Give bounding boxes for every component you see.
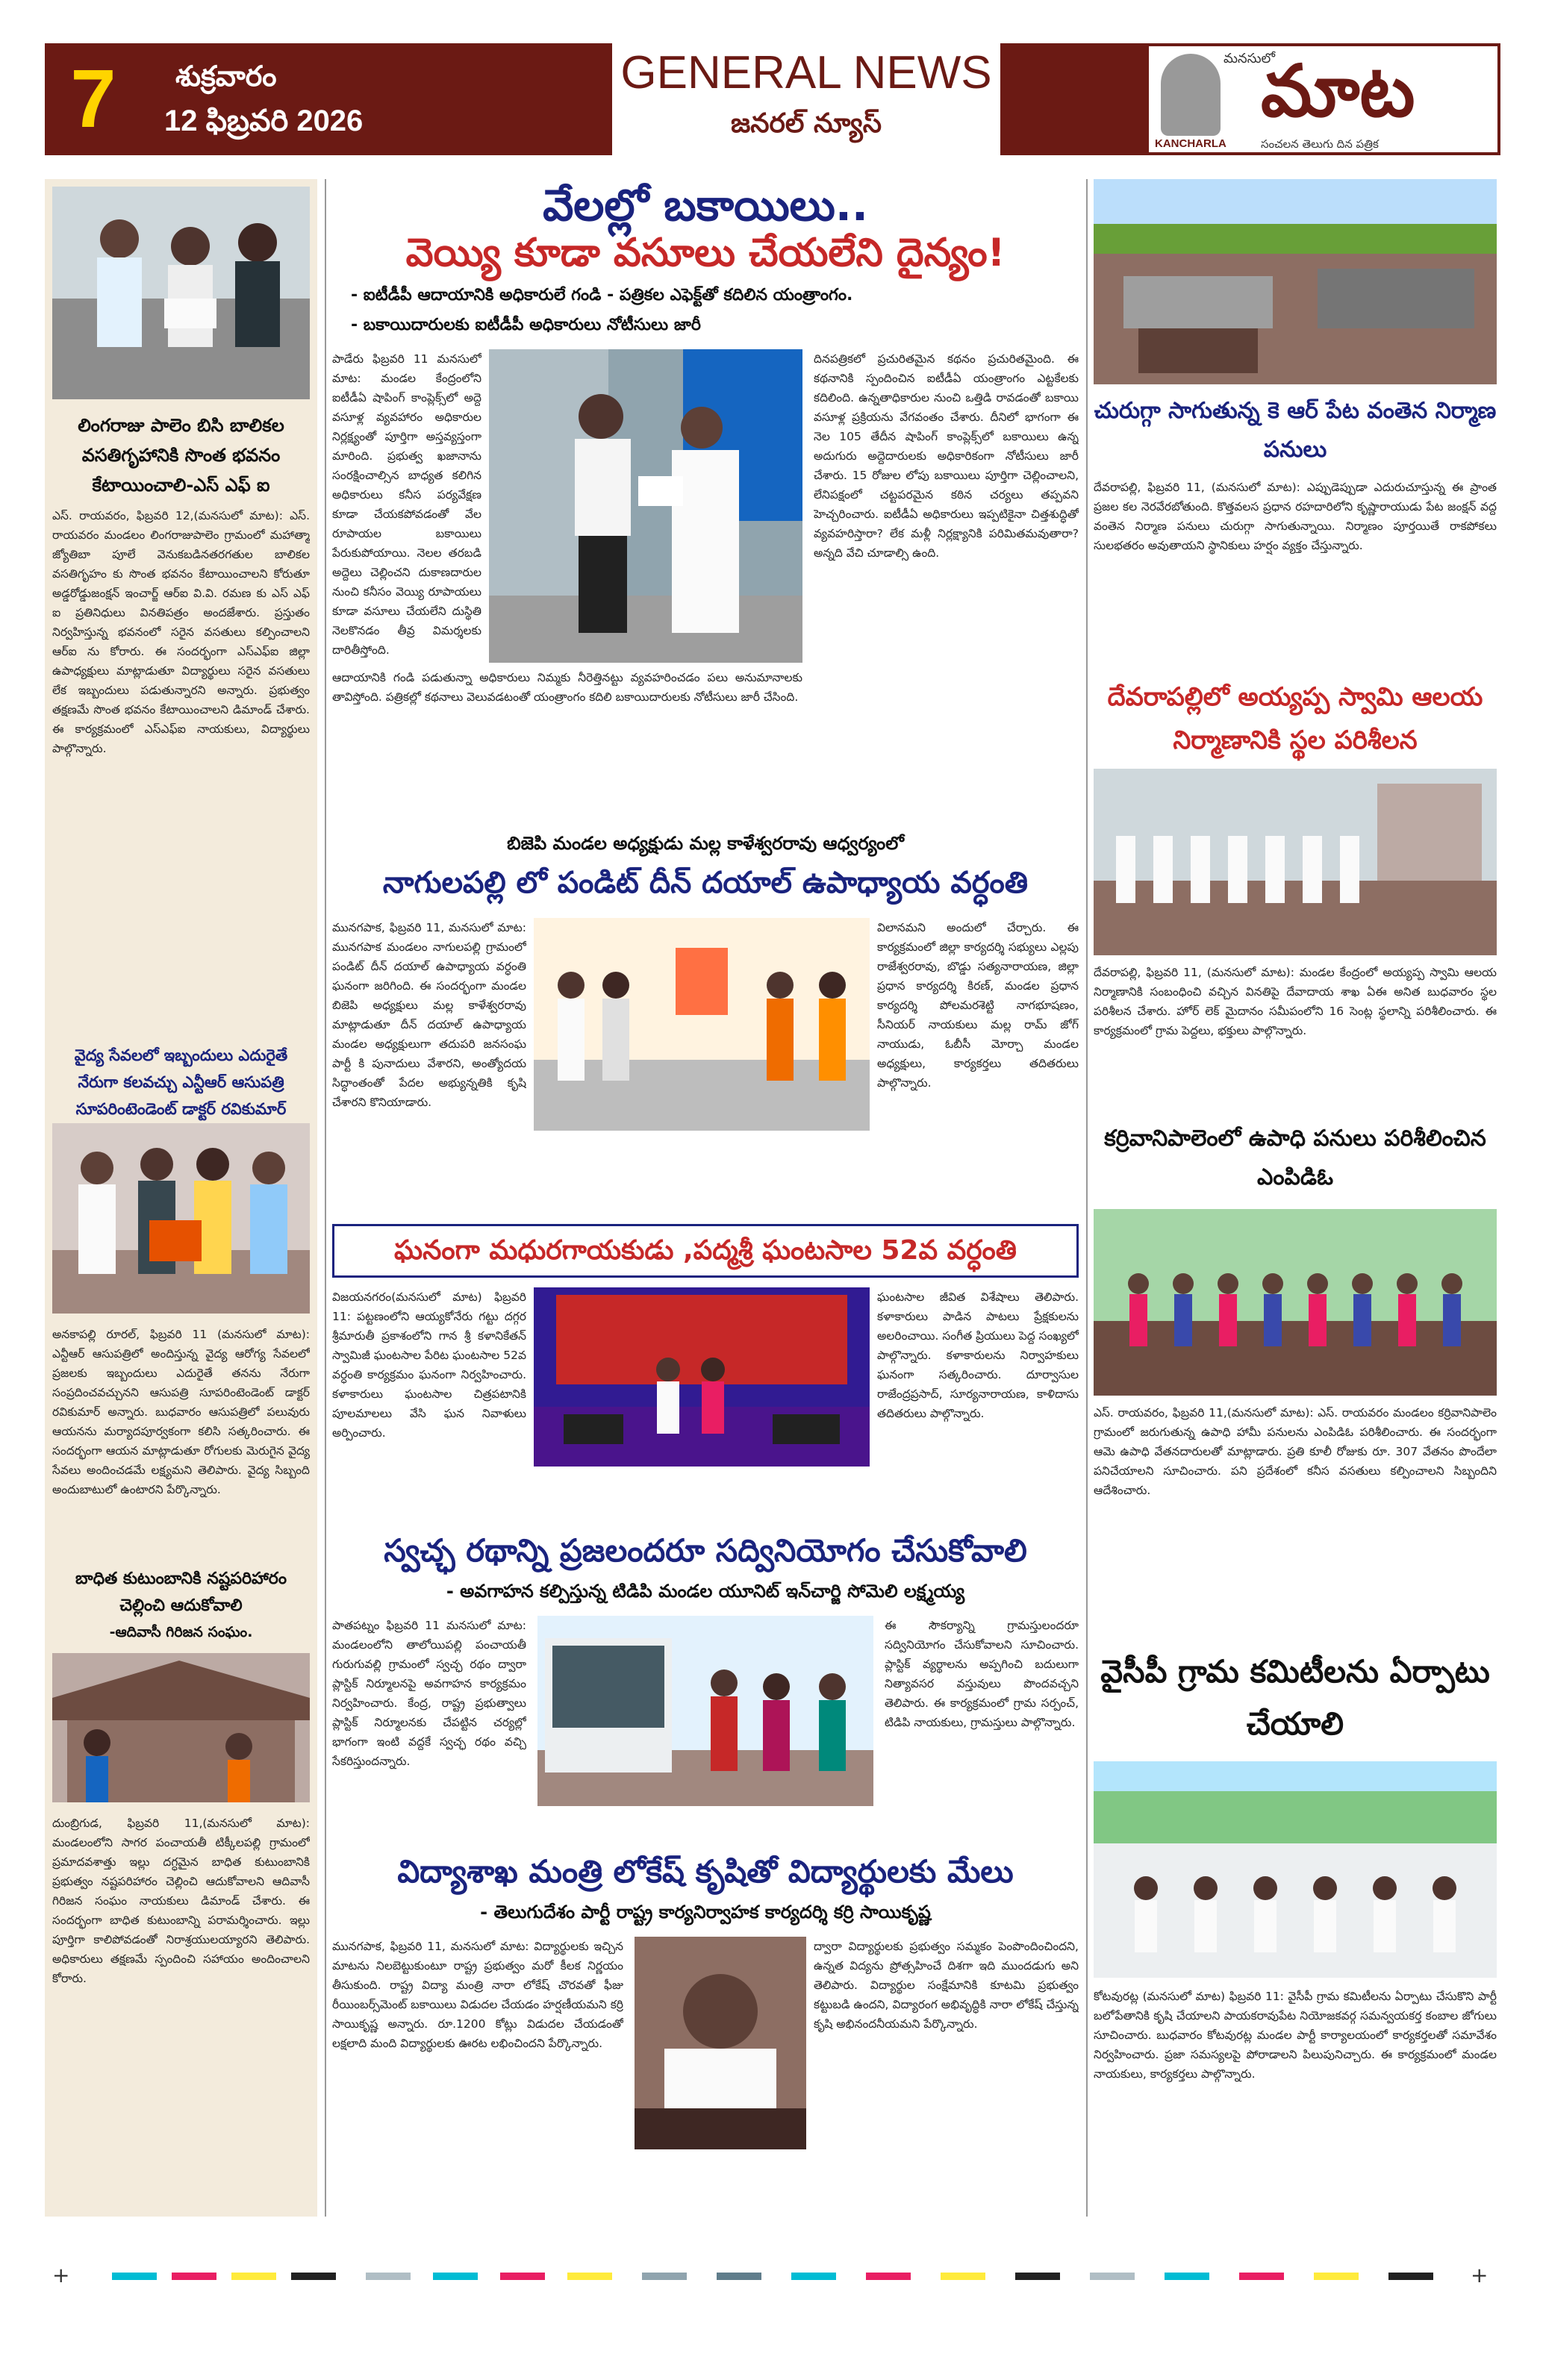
- registration-mark-right: +: [1471, 2263, 1489, 2287]
- s3-body-left: విజయనగరం(మనసులో మాట) ఫిబ్రవరి 11: పట్టణంలోని ఆయ్యకోనేరు గట్టు దగ్గర శ్రీమారుతీ ప్రకాశంలోని గాన శ్రీ కళానికేతన్ స్వామిజీ ఘంటసాల పేరిట ఘంటసాల 52వ వర్ధంతి కార్యక్రమం ఘనంగా నిర్వహించారు. కళాకారులు ఘంటసాల చిత్రపటానికి పూలమాలలు వేసి ఘన నివాళులు అర్పించారు.: [332, 1290, 526, 1440]
- left-s2-body: అనకాపల్లి రూరల్, ఫిబ్రవరి 11 (మనసులో మాట): ఎన్టీఆర్ ఆసుపత్రిలో అందిస్తున్న వైద్య ఆరోగ్య సేవలలో ప్రజలకు ఇబ్బందులు ఎదురైతే తనను నేరుగా సంప్రదించవచ్చునని ఆసుపత్రి సూపరింటెండెంట్ డాక్టర్ రవికుమార్ అన్నారు. బుధవారం ఆసుపత్రిలో పలువురు ఆయనను మర్యాదపూర్వకంగా కలిసి సత్కరించారు. ఈ సందర్భంగా ఆయన మాట్లాడుతూ రోగులకు మెరుగైన వైద్య సేవలు అందించడమే లక్ష్యమని తెలిపారు. వైద్య సిబ్బంది అందుబాటులో ఉంటారని పేర్కొన్నారు.: [52, 1328, 310, 1496]
- s4-sub: - అవగాహన కల్పిస్తున్న టిడిపి మండల యూనిట్ ఇన్‌చార్జి సోమెలి లక్ష్మయ్య: [446, 1581, 965, 1602]
- s5-headline: విద్యాశాఖ మంత్రి లోకేష్ కృషితో విద్యార్థులకు మేలు: [397, 1853, 1014, 1890]
- column-rule-right: [1086, 179, 1088, 2217]
- left-s3-sub: -ఆదివాసీ గిరిజన సంఘం.: [109, 1624, 253, 1640]
- s5-sub: - తెలుగుదేశం పార్టీ రాష్ట్ర కార్యనిర్వాహక కార్యదర్శి కర్రి సాయికృష్ణ: [480, 1902, 931, 1923]
- lead-body-below: ఆదాయానికి గండి పడుతున్నా అధికారులు నిమ్మకు నీరెత్తినట్టు వ్యవహరించడం పలు అనుమానాలకు తావిస్తోంది. పత్రికల్లో కథనాలు వెలువడటంతో యంత్రాంగం కదిలి బకాయిదారులకు నోటీసులు జారీ చేసింది.: [332, 671, 802, 704]
- photo-burnt-house: [52, 1653, 310, 1802]
- lead-deck-1: - ఐటీడీపీ ఆదాయానికి అధికారులే గండి - పత్రికల ఎఫెక్ట్‌తో కదిలిన యంత్రాంగం.: [351, 286, 853, 304]
- brand-title: మాట: [1261, 49, 1415, 133]
- page-number: 7: [70, 53, 116, 145]
- s2-headline: నాగులపల్లి లో పండిట్ దీన్ దయాల్ ఉపాధ్యాయ వర్ధంతి: [382, 866, 1029, 900]
- s5-body-right: ద్వారా విద్యార్థులకు ప్రభుత్వం సమ్మకం పెంపొందించిందని, ఉన్నత విద్యను ప్రోత్సహించే దిశగా ఇది ముందడుగు అని తెలిపారు. విద్యార్థుల సంక్షేమానికి కూటమి ప్రభుత్వం కట్టుబడి ఉందని, విద్యారంగ అభివృద్ధికి నారా లోకేష్ చేస్తున్న కృషి అభినందనీయమని పేర్కొన్నారు.: [814, 1940, 1079, 2031]
- photo-ysrcp-meeting: [1094, 1761, 1497, 1978]
- right-s1-body: దేవరాపల్లి, ఫిబ్రవరి 11, (మనసులో మాట): ఎప్పుడెప్పుడా ఎదురుచూస్తున్న ఈ ప్రాంత ప్రజల కల నెరవేరబోతుంది. కొత్తవలస ప్రధాన రహదారిలోని కృష్ణారాయుడు పేట జంక్షన్ వద్ద వంతెన నిర్మాణ పనులు చురుగ్గా సాగుతున్నాయి. నిర్మాణం పూర్తయితే రాకపోకలు సులభతరం అవుతాయని స్థానికులు హర్షం వ్యక్తం చేస్తున్నారు.: [1094, 481, 1497, 552]
- photo-sfi-petition: [52, 187, 310, 399]
- lead-body-right: దినపత్రికలో ప్రచురితమైన కథనం ప్రచురితమైంది. ఈ కథనానికి స్పందించిన ఐటీడీఏ యంత్రాంగం ఎట్టకేలకు కదిలింది. ఉన్నతాధికారుల నుంచి ఒత్తిడి రావడంతో బకాయి వసూళ్ల ప్రక్రియను వేగవంతం చేశారు. దీనిలో భాగంగా ఈ నెల 105 తేదీన షాపింగ్ కాంప్లెక్స్‌లో బకాయిలు ఉన్న అదుగురు అద్దెదారులకు అధికారికంగా నోటీసులు జారీ చేశారు. 15 రోజుల లోపు బకాయిలు పూర్తిగా చెల్లించాలని, లేనిపక్షంలో చట్టపరమైన కఠిన చర్యలు తప్పవని హెచ్చరించారు. ఐటీడీఏ అధికారులు ఇప్పటికైనా చిత్తశుద్ధితో వ్యవహరిస్తారా? లేక మళ్లీ నిర్లక్ష్యానికి పరిమితమవుతారా? అన్నది వేచి చూడాల్సి ఉంది.: [814, 352, 1079, 560]
- right-s3-headline: కర్రివానిపాలెంలో ఉపాధి పనులు పరిశీలించిన ఎంపిడిఓ: [1104, 1125, 1486, 1190]
- photo-bridge-construction: [1094, 179, 1497, 384]
- s4-body-right: ఈ సౌకర్యాన్ని గ్రామస్తులందరూ సద్వినియోగం చేసుకోవాలని సూచించారు. ప్లాస్టిక్ వ్యర్థాలను అప్పగించి బదులుగా నిత్యావసర వస్తువులు పొందవచ్చని తెలిపారు. ఈ కార్యక్రమంలో గ్రామ సర్పంచ్, టిడిపి నాయకులు, గ్రామస్తులు పాల్గొన్నారు.: [885, 1619, 1079, 1729]
- column-rule-left: [325, 179, 326, 2217]
- s4-headline: స్వచ్ఛ రథాన్ని ప్రజలందరూ సద్వినియోగం చేసుకోవాలి: [384, 1532, 1027, 1569]
- section-title: [612, 43, 1000, 155]
- section-title-te: జనరల్ న్యూస్: [730, 108, 882, 139]
- left-s3-headline: బాధిత కుటుంబానికి నష్టపరిహారం చెల్లించి ఆదుకోవాలి: [75, 1570, 287, 1615]
- brand-small: మనసులో: [1224, 51, 1276, 66]
- s3-headline: ఘనంగా మధురగాయకుడు ,పద్మశ్రీ ఘంటసాల 52వ వర్ధంతి: [332, 1224, 1079, 1278]
- photo-bjp-event: [534, 918, 870, 1131]
- page-header: [45, 43, 1500, 155]
- photo-ghantasala-event: [534, 1287, 870, 1467]
- brand-name: KANCHARLA: [1155, 137, 1226, 150]
- header-date: 12 ఫిబ్రవరి 2026: [164, 104, 364, 137]
- masthead-logo: [1146, 43, 1500, 155]
- left-s2-headline: వైద్య సేవలలో ఇబ్బందులు ఎదురైతే నేరుగా కలవచ్చు ఎన్టీఆర్ ఆసుపత్రి సూపరింటెండెంట్ డాక్టర్ రవికుమార్: [74, 1046, 288, 1118]
- s2-body-right: విలానమని అందులో చేర్చారు. ఈ కార్యక్రమంలో జిల్లా కార్యదర్శి సభ్యులు ఎల్లపు రాజేశ్వరరావు, బొడ్డు సత్యనారాయణ, జిల్లా ప్రధాన కార్యదర్శి కిరణ్, మండల ప్రధాన కార్యదర్శి పోలమరశెట్టి నాగభూషణం, సీనియర్ నాయకులు మల్ల రామ్ జోగ్ నాయుడు, ఓబీసీ మోర్చా మండల అధ్యక్షులు, కార్యకర్తలు తదితరులు పాల్గొన్నారు.: [877, 921, 1079, 1090]
- s2-body-left: మునగపాక, ఫిబ్రవరి 11, మనసులో మాట: మునగపాక మండలం నాగులపల్లి గ్రామంలో పండిట్ దీన్ దయాల్ ఉపాధ్యాయ వర్ధంతి ఘనంగా జరిగింది. ఈ సందర్భంగా మండల బిజెపి అధ్యక్షులు మల్ల కాళేశ్వరరావు మాట్లాడుతూ దీన్ దయాల్ ఉపాధ్యాయ మండల అధ్యక్షులుగా తదుపరి జనసంఘ పార్టీ కి పునాదులు వేశారని, అంత్యోదయ సిద్ధాంతంతో పేదల అభ్యున్నతికి కృషి చేశారని కొనియాడారు.: [332, 921, 526, 1109]
- registration-mark-left: +: [52, 2263, 70, 2287]
- right-s1-headline: చురుగ్గా సాగుతున్న కె ఆర్ పేట వంతెన నిర్మాణ పనులు: [1094, 398, 1497, 463]
- left-s1-headline: లింగరాజు పాలెం బిసి బాలికల వసతిగృహానికి సొంత భవనం కేటాయించాలి-ఎస్ ఎఫ్ ఐ: [78, 415, 284, 496]
- header-day: శుక్రవారం: [175, 60, 277, 93]
- right-s2-body: దేవరాపల్లి, ఫిబ్రవరి 11, (మనసులో మాట): మండల కేంద్రంలో అయ్యప్ప స్వామి ఆలయ నిర్మాణానికి సంబంధించి వచ్చిన వినతిపై దేవాదాయ శాఖ ఏఈ అనిత బుధవారం స్థల పరిశీలన చేశారు. హోర్ లెక్ మైదానం సమీపంలోని 16 సెంట్ల స్థలాన్ని పరిశీలించారు. ఈ కార్యక్రమంలో గ్రామ పెద్దలు, భక్తులు పాల్గొన్నారు.: [1094, 966, 1497, 1037]
- lead-body-left: పాడేరు ఫిబ్రవరి 11 మనసులో మాట: మండల కేంద్రంలోని ఐటీడీఏ షాపింగ్ కాంప్లెక్స్‌లో అద్దె వసూళ్ల వ్యవహారం అధికారుల నిర్లక్ష్యంతో పూర్తిగా అస్తవ్యస్తంగా మారింది. ప్రభుత్వ ఖజానాను సంరక్షించాల్సిన బాధ్యత కలిగిన అధికారులు కనీస పర్యవేక్షణ కూడా చేయకపోవడంతో వేల రూపాయల బకాయిలు పేరుకుపోయాయి. నెలల తరబడి అద్దెలు చెల్లించని దుకాణదారుల నుంచి కనీసం వెయ్యి రూపాయలు కూడా వసూలు చేయలేని దుస్థితి నెలకొనడం తీవ్ర విమర్శలకు దారితీస్తోంది.: [332, 352, 481, 657]
- printer-color-bar: [45, 2263, 1500, 2287]
- s4-body-left: పాతపట్నం ఫిబ్రవరి 11 మనసులో మాట: మండలంలోని తాలోయిపల్లి పంచాయతీ గురుగువల్లి గ్రామంలో స్వచ్ఛ రథం ద్వారా ప్లాస్టిక్ నిర్మూలనపై అవగాహన కార్యక్రమం నిర్వహించారు. కేంద్ర, రాష్ట్ర ప్రభుత్వాలు ప్లాస్టిక్ నిర్మూలనకు చేపట్టిన చర్యల్లో భాగంగా ఇంటి వద్దకే స్వచ్ఛ రథం వచ్చి సేకరిస్తుందన్నారు.: [332, 1619, 526, 1768]
- brand-tagline: సంచలన తెలుగు దిన పత్రిక: [1261, 137, 1379, 151]
- lead-deck-2: - బకాయిదారులకు ఐటీడీపీ అధికారులు నోటీసులు జారీ: [351, 316, 701, 334]
- photo-swachh-vehicle: [537, 1616, 873, 1806]
- photo-notice-handover: [489, 349, 802, 663]
- photo-upadhi-works: [1094, 1209, 1497, 1396]
- photo-sai-krishna: [635, 1937, 806, 2149]
- lead-headline-1: వేలల్లో బకాయిలు..: [543, 180, 868, 231]
- lead-headline-2: వెయ్యి కూడా వసూలు చేయలేని దైన్యం!: [405, 231, 1006, 275]
- s3-body-right: ఘంటసాల జీవిత విశేషాలు తెలిపారు. కళాకారులు పాడిన పాటలు ప్రేక్షకులను అలరించాయి. సంగీత ప్రియులు పెద్ద సంఖ్యలో పాల్గొన్నారు. కళాకారులను నిర్వాహకులు ఘనంగా సత్కరించారు. దూర్వాసుల రాజేంద్రప్రసాద్, సూర్యనారాయణ, కాళిదాసు తదితరులు పాల్గొన్నారు.: [877, 1290, 1079, 1420]
- photo-temple-site: [1094, 769, 1497, 955]
- right-s3-body: ఎస్. రాయవరం, ఫిబ్రవరి 11,(మనసులో మాట): ఎస్. రాయవరం మండలం కర్రివానిపాలెం గ్రామంలో జరుగుతున్న ఉపాధి హామీ పనులను ఎంపిడిఓ పరిశీలించారు. ఈ సందర్భంగా ఆమె ఉపాధి వేతనదారులతో మాట్లాడారు. ప్రతి కూలీ రోజుకు రూ. 307 వేతనం పొందేలా పనిచేయాలని సూచించారు. పని ప్రదేశంలో కనీస వసతులు కల్పించాలని సిబ్బందిని ఆదేశించారు.: [1094, 1406, 1497, 1497]
- founder-portrait: [1161, 54, 1221, 136]
- right-s2-headline: దేవరాపల్లిలో అయ్యప్ప స్వామి ఆలయ నిర్మాణానికి స్థల పరిశీలన: [1107, 682, 1483, 755]
- left-s3-body: దుంబ్రిగుడ, ఫిబ్రవరి 11,(మనసులో మాట): మండలంలోని సాగర పంచాయతీ టిక్కీలపల్లి గ్రామంలో ప్రమాదవశాత్తు ఇల్లు దగ్ధమైన బాధిత కుటుంబానికి ప్రభుత్వం నష్టపరిహారం చెల్లించి ఆదుకోవాలని ఆదివాసీ గిరిజన సంఘం నాయకులు డిమాండ్ చేశారు. ఈ సందర్భంగా బాధిత కుటుంబాన్ని పరామర్శించారు. ఇల్లు పూర్తిగా కాలిపోవడంతో నిరాశ్రయులయ్యారని తెలిపారు. అధికారులు తక్షణమే స్పందించి సహాయం అందించాలని కోరారు.: [52, 1817, 310, 1985]
- right-s4-body: కోటవురట్ల (మనసులో మాట) ఫిబ్రవరి 11: వైసీపీ గ్రామ కమిటీలను ఏర్పాటు చేసుకొని పార్టీ బలోపేతానికి కృషి చేయాలని పాయకరావుపేట నియోజకవర్గ సమన్వయకర్త కంబాల జోగులు సూచించారు. బుధవారం కోటవురట్ల మండల పార్టీ కార్యాలయంలో కార్యకర్తలతో సమావేశం నిర్వహించారు. ప్రజా సమస్యలపై పోరాడాలని పిలుపునిచ్చారు. ఈ కార్యక్రమంలో మండల నాయకులు, కార్యకర్తలు పాల్గొన్నారు.: [1094, 1990, 1497, 2081]
- right-s4-headline: వైసీపీ గ్రామ కమిటీలను ఏర్పాటు చేయాలి: [1100, 1653, 1490, 1742]
- s5-body-left: మునగపాక, ఫిబ్రవరి 11, మనసులో మాట: విద్యార్థులకు ఇచ్చిన మాటను నిలబెట్టుకుంటూ రాష్ట్ర ప్రభుత్వం మరో కీలక నిర్ణయం తీసుకుంది. రాష్ట్ర విద్యా మంత్రి నారా లోకేష్ చొరవతో ఫీజు రీయింబర్స్‌మెంట్ బకాయిలు విడుదల చేయడం హర్షణీయమని కర్రి సాయికృష్ణ అన్నారు. రూ.1200 కోట్లు విడుదల చేయడంతో లక్షలాది మంది విద్యార్థులకు ఊరట లభించిందని పేర్కొన్నారు.: [332, 1940, 623, 2050]
- section-title-en: GENERAL NEWS: [620, 47, 992, 99]
- s2-kicker: బిజెపి మండల అధ్యక్షుడు మల్ల కాళేశ్వరరావు ఆధ్వర్యంలో: [507, 833, 904, 854]
- photo-doctor-felicitation: [52, 1123, 310, 1314]
- left-s1-body: ఎస్. రాయవరం, ఫిబ్రవరి 12,(మనసులో మాట): ఎస్. రాయవరం మండలం లింగరాజుపాలెం గ్రామంలో మహాత్మా జ్యోతిబా పూలే వెనుకబడినతరగతుల బాలికల వసతిగృహం కు సొంత భవనం కేటాయించాలని కోరుతూ అడ్డరోడ్డుజంక్షన్ ఇంచార్జ్ ఆర్ఐ వి.వి. రమణ కు ఎస్ ఎఫ్ ఐ ప్రతినిధులు వినతిపత్రం అందజేశారు. ప్రస్తుతం నిర్వహిస్తున్న భవనంలో సరైన వసతులు కల్పించాలని ఆర్ఐ ను కోరారు. ఈ సందర్భంగా ఎస్ఎఫ్ఐ జిల్లా ఉపాధ్యక్షులు మాట్లాడుతూ విద్యార్థులు సరైన వసతులు లేక ఇబ్బందులు పడుతున్నారని అన్నారు. ప్రభుత్వం తక్షణమే సొంత భవనం కేటాయించాలని డిమాండ్ చేశారు. ఈ కార్యక్రమంలో ఎస్ఎఫ్ఐ నాయకులు, విద్యార్థులు పాల్గొన్నారు.: [52, 509, 310, 755]
